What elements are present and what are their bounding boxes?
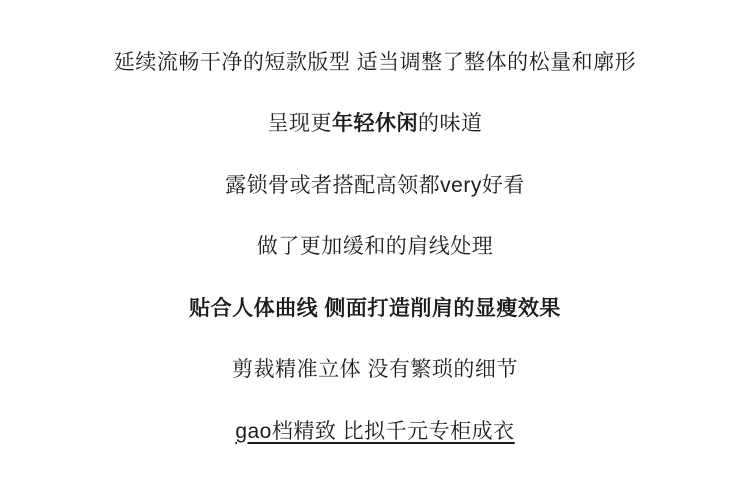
- text-line-3: 露锁骨或者搭配高领都very好看: [225, 173, 525, 197]
- text-line-2: [40, 109, 710, 139]
- text-line-5: 贴合人体曲线 侧面打造削肩的显瘦效果: [189, 296, 561, 320]
- text-line-4: 做了更加缓和的肩线处理: [256, 235, 494, 259]
- text-line-7: gao档精致 比拟千元专柜成衣: [235, 419, 515, 443]
- text-line-6: 剪裁精准立体 没有繁琐的细节: [232, 358, 518, 382]
- text-line-2-emphasis: 年轻休闲: [332, 112, 418, 136]
- text-line-1: 延续流畅干净的短款版型 适当调整了整体的松量和廓形: [113, 51, 637, 74]
- text-line-2-suffix: 的味道: [418, 112, 483, 136]
- text-line-2-prefix: 呈现更: [267, 112, 332, 136]
